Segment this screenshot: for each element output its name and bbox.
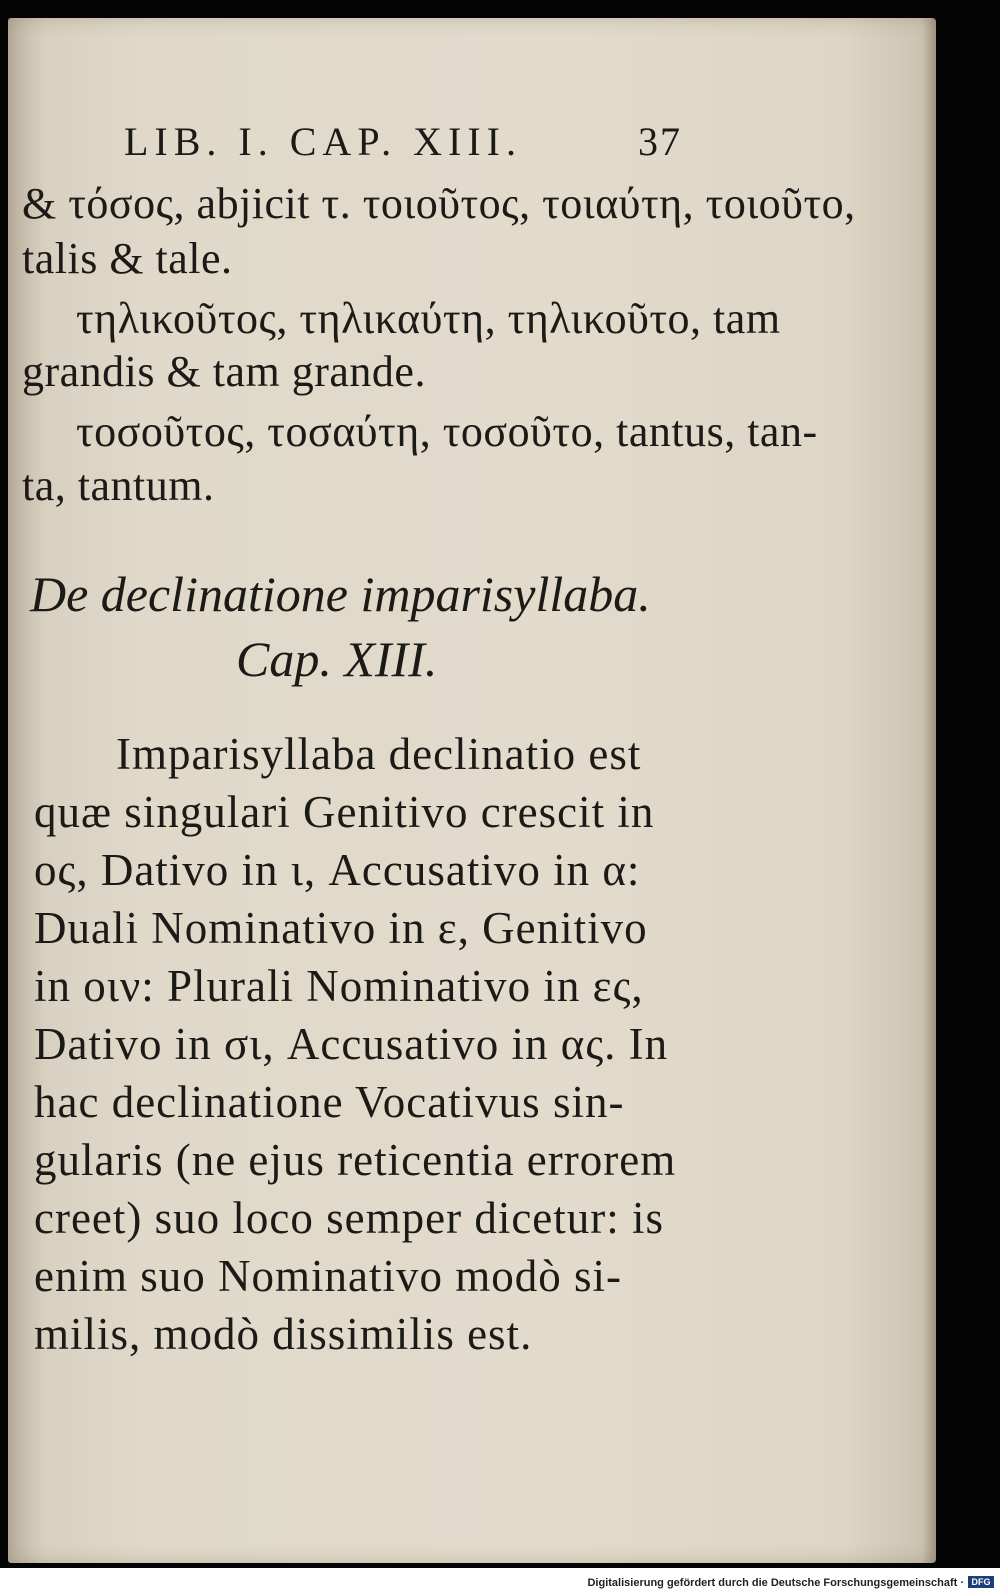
paragraph-line: creet) suo loco semper dicetur: is <box>34 1193 665 1243</box>
text-line: talis & tale. <box>22 234 233 283</box>
paragraph-line: Imparisyllaba declinatio est <box>116 729 642 779</box>
running-title: LIB. I. CAP. XIII. <box>124 119 522 164</box>
funding-credit: Digitalisierung gefördert durch die Deutsche Forschungsgemeinschaft · <box>587 1577 964 1589</box>
chapter-heading: Cap. XIII. <box>236 631 438 687</box>
paragraph-line: hac declinatione Vocativus sin- <box>34 1077 625 1127</box>
paragraph-line: in οιν: Plurali Nominativo in ες, <box>34 961 644 1011</box>
book-page <box>8 18 936 1563</box>
text-line: grandis & tam grande. <box>22 347 426 396</box>
text-line: τηλικοῦτος, τηλικαύτη, τηλικοῦτο, tam <box>76 294 781 343</box>
text-line: & τόσος, abjicit τ. τοιοῦτος, τοιαύτη, τοιοῦτο, <box>22 179 856 228</box>
paragraph-line: Dativo in σι, Accusativo in ας. In <box>34 1019 669 1069</box>
paragraph-line: milis, modò dissimilis est. <box>34 1309 533 1359</box>
paragraph-line: gularis (ne ejus reticentia errorem <box>34 1135 677 1185</box>
paragraph-line: enim suo Nominativo modò si- <box>34 1251 622 1301</box>
text-line: τοσοῦτος, τοσαύτη, τοσοῦτο, tantus, tan- <box>76 407 818 456</box>
running-header <box>124 118 694 165</box>
section-heading: De declinatione imparisyllaba. <box>30 566 651 622</box>
paragraph-line: Duali Nominativo in ε, Genitivo <box>34 903 648 953</box>
paragraph-line: quæ singulari Genitivo crescit in <box>34 787 655 837</box>
text-line: ta, tantum. <box>22 461 215 510</box>
paragraph-line: ος, Dativo in ι, Accusativo in α: <box>34 845 641 895</box>
dfg-logo: DFG <box>968 1576 994 1588</box>
page-edge-shadow <box>922 18 936 1563</box>
page-number: 37 <box>638 119 682 164</box>
digitization-footer <box>0 1568 1000 1595</box>
